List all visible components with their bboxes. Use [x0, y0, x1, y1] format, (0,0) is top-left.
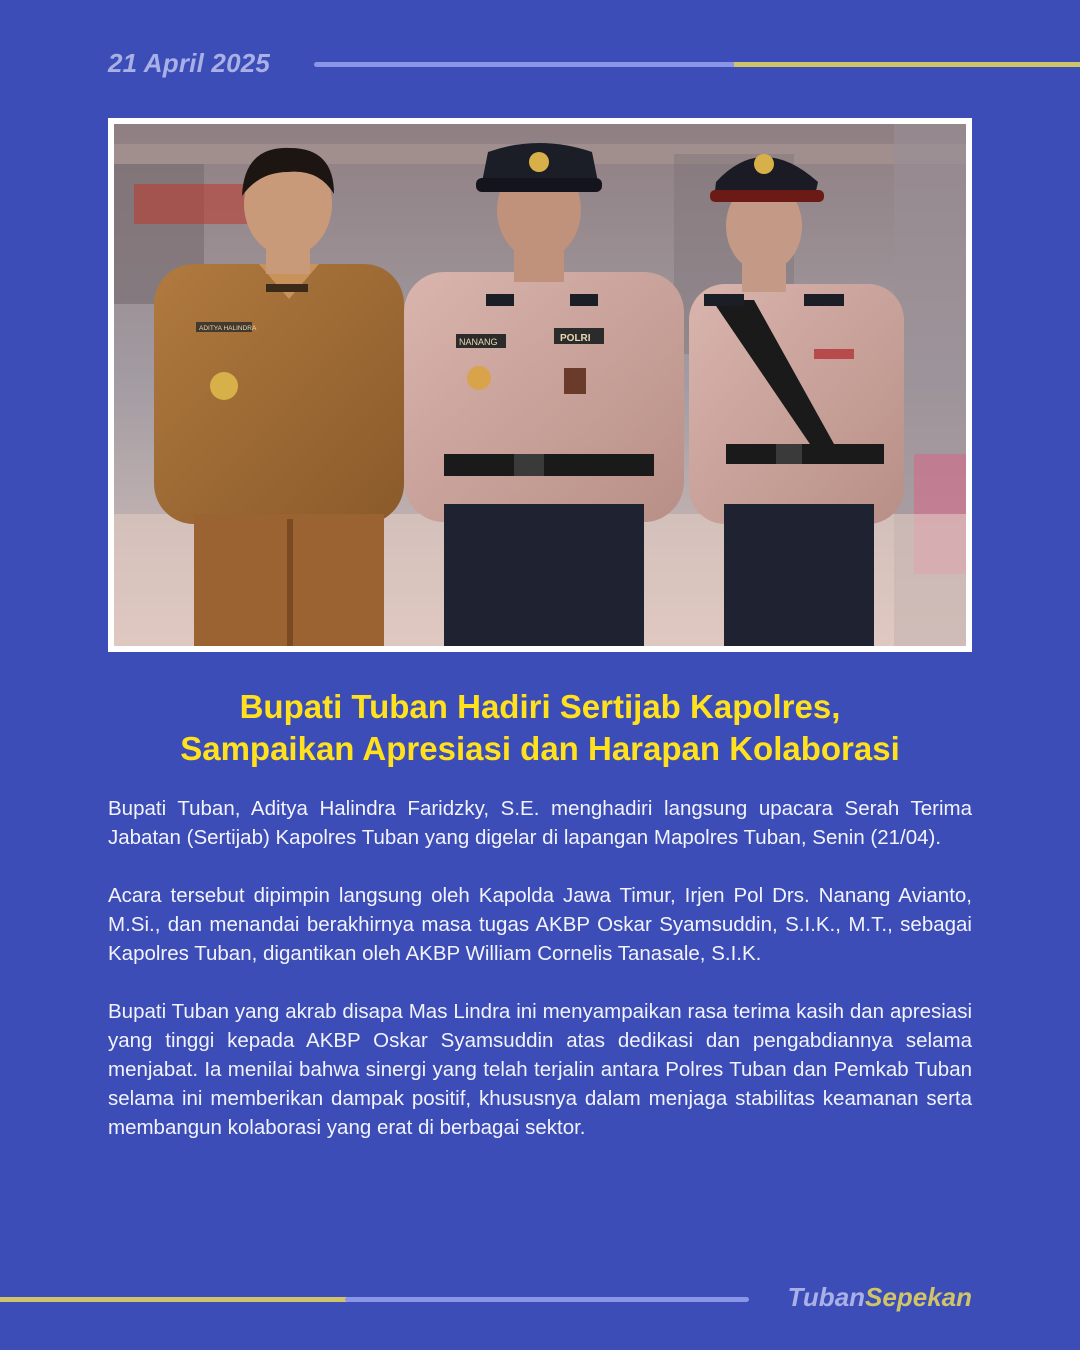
- brand-logo: [788, 1282, 972, 1313]
- headline-line-1: Bupati Tuban Hadiri Sertijab Kapolres,: [239, 688, 841, 725]
- post-date: 21 April 2025: [108, 48, 271, 78]
- bottom-divider-blue: [345, 1297, 749, 1302]
- paragraph-2: Acara tersebut dipimpin langsung oleh Kapolda Jawa Timur, Irjen Pol Drs. Nanang Avianto, M.Si., dan menandai berakhirnya masa tugas AKBP Oskar Syamsuddin, S.I.K., M.T., sebagai Kapolres Tuban, digantikan oleh AKBP William Cornelis Tanasale, S.I.K.: [108, 884, 972, 965]
- photo-name-tag-center: NANANG: [459, 337, 498, 347]
- paragraph-3: Bupati Tuban yang akrab disapa Mas Lindra ini menyampaikan rasa terima kasih dan apresiasi yang tinggi kepada AKBP Oskar Syamsuddin atas dedikasi dan pengabdiannya selama menjabat. Ia menilai bahwa sinergi yang telah terjalin antara Polres Tuban dan Pemkab Tuban selama ini memberikan dampak positif, khususnya dalam menjaga stabilitas keamanan serta membangun kolaborasi yang erat di berbagai sektor.: [108, 1000, 972, 1139]
- article-body: [108, 794, 972, 1171]
- photo-badge-center: POLRI: [560, 333, 591, 344]
- headline-line-2: Sampaikan Apresiasi dan Harapan Kolaborasi: [180, 730, 900, 767]
- paragraph-1: Bupati Tuban, Aditya Halindra Faridzky, S.E. menghadiri langsung upacara Serah Terima Jabatan (Sertijab) Kapolres Tuban yang digelar di lapangan Mapolres Tuban, Senin (21/04).: [108, 797, 972, 849]
- brand-part-1: Tuban: [787, 1282, 866, 1312]
- headline: [90, 686, 990, 770]
- top-divider-gold: [734, 62, 1080, 67]
- bottom-divider-gold: [0, 1297, 350, 1302]
- photo-frame: [108, 118, 972, 652]
- event-photo: [114, 124, 966, 646]
- photo-name-tag-left: ADITYA HALINDRA: [199, 325, 257, 332]
- brand-part-2: Sepekan: [865, 1282, 972, 1312]
- top-divider-blue: [314, 62, 739, 67]
